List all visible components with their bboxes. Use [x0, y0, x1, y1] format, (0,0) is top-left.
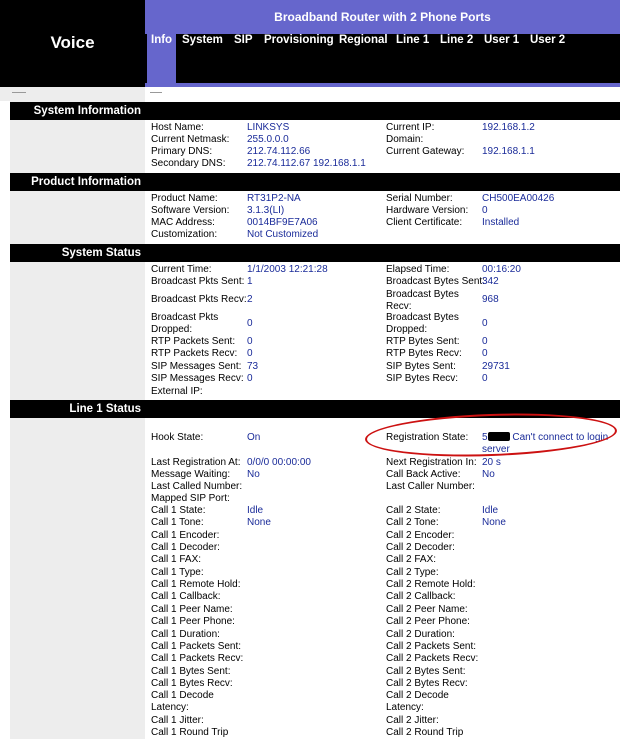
field-label: Call 1 State: [151, 505, 206, 516]
field-value: 342 [482, 276, 499, 287]
field-value: 968 [482, 294, 499, 305]
field-label: Mapped SIP Port: [151, 493, 230, 504]
field-label: Call 2 Round Trip [386, 727, 464, 738]
field-label-continued: Dropped: [386, 324, 428, 335]
field-label: RTP Bytes Sent: [386, 336, 460, 347]
field-value: 192.168.1.2 [482, 122, 535, 133]
field-value: 0 [482, 205, 488, 216]
field-label: Call 1 Decoder: [151, 542, 220, 553]
section-bar [145, 244, 620, 262]
field-label: Broadcast Bytes [386, 312, 459, 323]
field-label: SIP Messages Recv: [151, 373, 244, 384]
field-label: Call 2 Callback: [386, 591, 456, 602]
field-value: 0014BF9E7A06 [247, 217, 318, 228]
field-label-continued: Recv: [386, 301, 412, 312]
field-value: 0 [482, 373, 488, 384]
field-label: Call 1 Duration: [151, 629, 220, 640]
field-label: Call 2 Jitter: [386, 715, 439, 726]
sub-nav-divider [12, 92, 26, 93]
field-label: Current Gateway: [386, 146, 465, 157]
field-label: Call 1 Peer Phone: [151, 616, 235, 627]
field-label: MAC Address: [151, 217, 215, 228]
field-label: Call 1 Packets Recv: [151, 653, 244, 664]
field-label: Call 2 Packets Recv: [386, 653, 479, 664]
field-label: RTP Packets Recv: [151, 348, 238, 359]
field-value: On [247, 432, 261, 443]
field-value: 0 [482, 348, 488, 359]
registration-state-message: Can't connect to login [509, 432, 609, 443]
field-label: RTP Packets Sent: [151, 336, 236, 347]
field-label-continued: Dropped: [151, 324, 193, 335]
field-label: Broadcast Pkts Recv: [151, 294, 247, 305]
tab-line-2[interactable]: Line 2 [440, 34, 474, 46]
field-label: Call 2 Remote Hold: [386, 579, 476, 590]
registration-state-message-continued: server [482, 444, 510, 455]
field-label: Hook State: [151, 432, 204, 443]
field-label: SIP Messages Sent: [151, 361, 242, 372]
tab-regional[interactable]: Regional [339, 34, 388, 46]
field-label: Customization: [151, 229, 218, 240]
field-label: Call 1 Bytes Recv: [151, 678, 233, 689]
field-value: 0 [247, 373, 253, 384]
section-line1-status [10, 400, 620, 418]
field-label: Hardware Version: [386, 205, 469, 216]
field-label: Registration State: [386, 432, 469, 443]
field-value: 0 [247, 318, 253, 329]
sub-nav-strip [0, 87, 620, 101]
field-value: 73 [247, 361, 259, 372]
field-label: Call Back Active: [386, 469, 461, 480]
section-bar [145, 400, 620, 418]
tab-info[interactable]: Info [147, 34, 176, 83]
field-value: 0 [247, 348, 253, 359]
field-label: RTP Bytes Recv: [386, 348, 462, 359]
field-value: 00:16:20 [482, 264, 521, 275]
field-value: Installed [482, 217, 520, 228]
field-label: Call 2 Bytes Recv: [386, 678, 468, 689]
registration-state-code: 5 [482, 432, 488, 443]
field-label: Call 2 Duration: [386, 629, 455, 640]
section-system-status [10, 244, 620, 262]
field-value: 0/0/0 00:00:00 [247, 457, 311, 468]
field-label: Call 2 Decoder: [386, 542, 455, 553]
section-title: Line 1 Status [10, 400, 145, 418]
field-label: Call 1 Bytes Sent: [151, 666, 231, 677]
field-label: Broadcast Bytes Sent: [386, 276, 485, 287]
field-value: 1 [247, 276, 253, 287]
field-value: 212.74.112.66 [247, 146, 311, 157]
field-label: Elapsed Time: [386, 264, 450, 275]
field-value: None [482, 517, 506, 528]
field-value: 0 [482, 336, 488, 347]
tab-system[interactable]: System [182, 34, 223, 46]
field-value: CH500EA00426 [482, 193, 555, 204]
field-value: LINKSYS [247, 122, 290, 133]
field-label: Call 1 Encoder: [151, 530, 220, 541]
field-value: 255.0.0.0 [247, 134, 289, 145]
section-title: System Information [10, 102, 145, 120]
field-label-continued: Latency: [151, 702, 189, 713]
field-label: Software Version: [151, 205, 230, 216]
tab-line-1[interactable]: Line 1 [396, 34, 430, 46]
field-value: No [482, 469, 495, 480]
field-label: Call 1 Type: [151, 567, 204, 578]
field-label: Broadcast Pkts [151, 312, 219, 323]
field-label: Host Name: [151, 122, 204, 133]
field-label: Message Waiting: [151, 469, 231, 480]
field-label: Call 2 FAX: [386, 554, 437, 565]
field-value: 2 [247, 294, 253, 305]
field-label: Call 2 Decode [386, 690, 449, 701]
brand-panel [0, 0, 145, 87]
field-value: 0 [482, 318, 488, 329]
left-column [10, 101, 145, 739]
field-label: Call 2 Bytes Sent: [386, 666, 466, 677]
field-value: RT31P2-NA [247, 193, 301, 204]
field-label: Serial Number: [386, 193, 453, 204]
tab-user-2[interactable]: User 2 [530, 34, 566, 46]
tab-provisioning[interactable]: Provisioning [264, 34, 334, 46]
section-product-information [10, 173, 620, 191]
field-value: Idle [247, 505, 264, 516]
field-label: Call 2 Encoder: [386, 530, 455, 541]
field-label: External IP: [151, 386, 203, 397]
field-value: No [247, 469, 260, 480]
field-label: Broadcast Bytes [386, 289, 459, 300]
field-label: Last Registration At: [151, 457, 241, 468]
field-label: Product Name: [151, 193, 218, 204]
field-label: Call 2 Type: [386, 567, 439, 578]
field-value: 3.1.3(LI) [247, 205, 285, 216]
field-label: Broadcast Pkts Sent: [151, 276, 245, 287]
field-value: 1/1/2003 12:21:28 [247, 264, 328, 275]
section-title: Product Information [10, 173, 145, 191]
brand-label: Voice [50, 32, 95, 52]
field-value: 20 s [482, 457, 501, 468]
field-value: None [247, 517, 271, 528]
field-label: Call 1 Packets Sent: [151, 641, 242, 652]
field-label: Secondary DNS: [151, 158, 226, 169]
field-label: Primary DNS: [151, 146, 213, 157]
field-label: Call 1 Jitter: [151, 715, 204, 726]
field-label: Current Netmask: [151, 134, 230, 145]
tab-sip[interactable]: SIP [234, 34, 253, 46]
field-label: Call 2 Peer Phone: [386, 616, 470, 627]
section-system-information [10, 102, 620, 120]
field-label: SIP Bytes Recv: [386, 373, 459, 384]
field-value: 192.168.1.1 [482, 146, 535, 157]
field-label: Current Time: [151, 264, 212, 275]
registration-state-value [482, 432, 608, 444]
redaction-mark [488, 432, 510, 441]
field-label: Last Caller Number: [386, 481, 475, 492]
field-label: Current IP: [386, 122, 435, 133]
field-label: Call 1 Remote Hold: [151, 579, 241, 590]
section-bar [145, 102, 620, 120]
field-value: 0 [247, 336, 253, 347]
field-value: Idle [482, 505, 499, 516]
field-value: 29731 [482, 361, 510, 372]
field-label: Call 1 Peer Name: [151, 604, 233, 615]
section-bar [145, 173, 620, 191]
sub-nav-left [0, 87, 145, 101]
sub-nav-divider [150, 92, 162, 93]
field-label: Call 2 Tone: [386, 517, 439, 528]
tab-user-1[interactable]: User 1 [484, 34, 520, 46]
field-label: Call 1 Tone: [151, 517, 204, 528]
field-label: Call 2 Peer Name: [386, 604, 468, 615]
field-label: Client Certificate: [386, 217, 463, 228]
field-label: Call 1 Round Trip [151, 727, 229, 738]
tab-bar [145, 34, 620, 87]
field-label: Call 1 Callback: [151, 591, 221, 602]
page-title: Broadband Router with 2 Phone Ports [145, 0, 620, 34]
field-label: Last Called Number: [151, 481, 243, 492]
field-label: SIP Bytes Sent: [386, 361, 456, 372]
field-label: Call 2 Packets Sent: [386, 641, 477, 652]
field-label: Next Registration In: [386, 457, 477, 468]
field-value: Not Customized [247, 229, 319, 240]
field-label: Call 1 Decode [151, 690, 214, 701]
field-value: 212.74.112.67 192.168.1.1 [247, 158, 366, 169]
field-label: Domain: [386, 134, 424, 145]
field-label: Call 1 FAX: [151, 554, 202, 565]
field-label: Call 2 State: [386, 505, 441, 516]
field-label-continued: Latency: [386, 702, 424, 713]
section-title: System Status [10, 244, 145, 262]
